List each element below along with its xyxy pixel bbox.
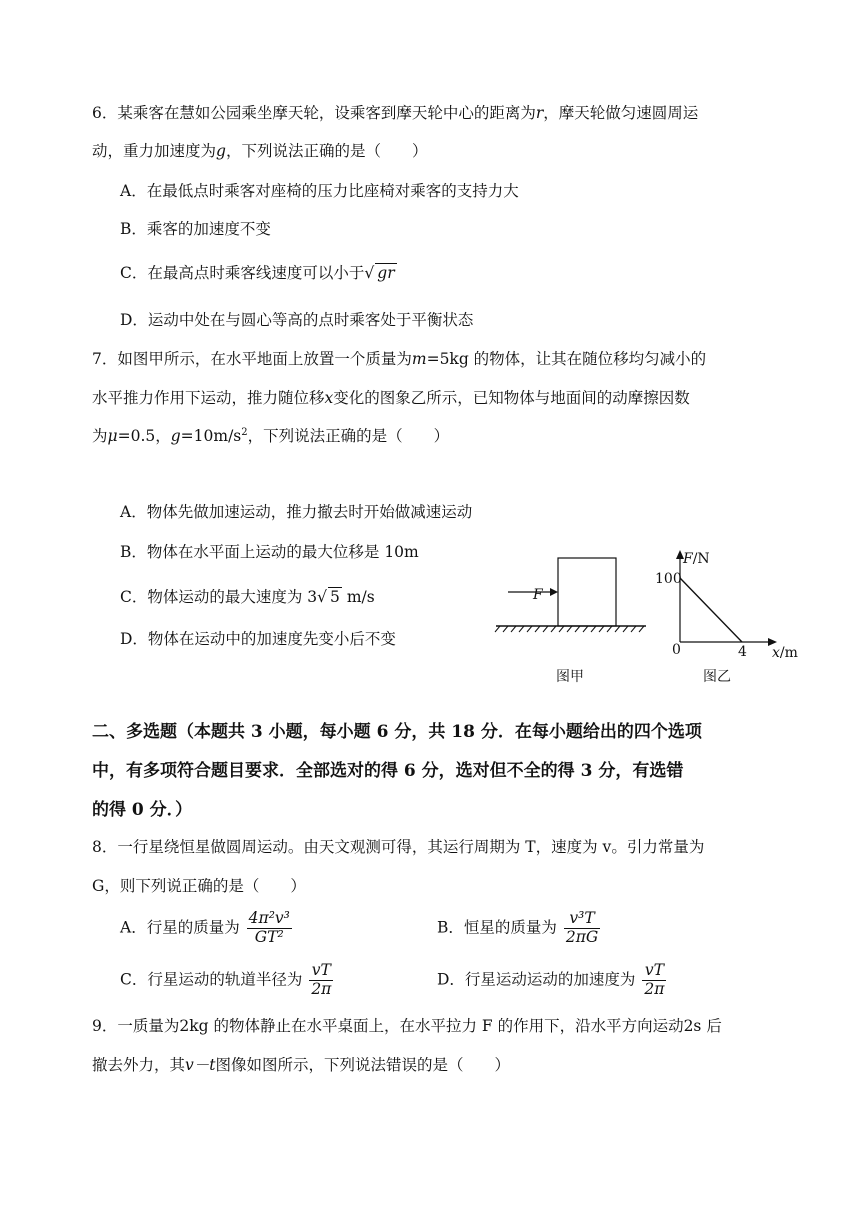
force-label: F [533, 587, 543, 603]
q7-option-c: C．物体运动的最大速度为 3√ 5 m/s [120, 588, 375, 606]
q7-option-d: D．物体在运动中的加速度先变小后不变 [120, 630, 396, 648]
q6-option-a: A．在最低点时乘客对座椅的压力比座椅对乘客的支持力大 [120, 182, 519, 200]
q6-option-c: C．在最高点时乘客线速度可以小于√ gr [120, 264, 395, 282]
x-tick-4: 4 [738, 644, 747, 660]
figure-yi [660, 548, 790, 653]
q7-stem-line1: 7．如图甲所示，在水平地面上放置一个质量为m=5kg 的物体，让其在随位移均匀减小的 [92, 350, 707, 368]
q6-option-b: B．乘客的加速度不变 [120, 220, 271, 238]
q8-option-b-fraction: $\frac{\text{v³T}}{2\pi G}$ [565, 909, 599, 946]
q7-option-b: B．物体在水平面上运动的最大位移是 10m [120, 543, 419, 561]
q6-stem-line2: 动，重力加速度为g，下列说法正确的是（ ） [92, 142, 428, 160]
q8-option-c: C．行星运动的轨道半径为 $\frac{vT}{2\pi}$ [120, 961, 332, 998]
y-tick-100: 100 [655, 571, 682, 587]
q9-stem-line1: 9．一质量为2kg 的物体静止在水平桌面上，在水平拉力 F 的作用下，沿水平方向运动2s 后 [92, 1017, 722, 1035]
q8-stem-line2: G，则下列说正确的是（ ） [92, 877, 306, 895]
y-axis-label: F/N [683, 551, 710, 567]
q8-option-d-fraction: $\frac{vT}{2\pi}$ [644, 961, 665, 998]
figure-jia-caption: 图甲 [556, 669, 584, 685]
ground-hatch [495, 626, 644, 632]
force-line [680, 578, 742, 642]
section2-line3: 的得 0 分．） [92, 800, 193, 820]
q9-stem-line2: 撤去外力，其v－t图像如图所示，下列说法错误的是（ ） [92, 1056, 511, 1074]
figure-yi-caption: 图乙 [703, 669, 731, 685]
block-body [558, 558, 616, 626]
q7-option-a: A．物体先做加速运动，推力撤去时开始做减速运动 [120, 503, 473, 521]
section2-line1: 二、多选题（本题共 3 小题，每小题 6 分，共 18 分．在每小题给出的四个选项 [92, 722, 702, 742]
section2-line2: 中，有多项符合题目要求．全部选对的得 6 分，选对但不全的得 3 分，有选错 [92, 761, 684, 781]
q8-option-a: A．行星的质量为 $\frac{\text{4π²v³}}{\text{GT²}}$ [120, 909, 290, 946]
q8-option-b: B．恒星的质量为 $\frac{\text{v³T}}{2\pi G}$ [437, 909, 599, 946]
q8-stem-line1: 8．一行星绕恒星做圆周运动。由天文观测可得，其运行周期为 T，速度为 v。引力常量为 [92, 838, 705, 856]
q6-option-d: D．运动中处在与圆心等高的点时乘客处于平衡状态 [120, 311, 474, 329]
q8-option-c-fraction: $\frac{vT}{2\pi}$ [311, 961, 332, 998]
q7-stem-line2: 水平推力作用下运动，推力随位移x变化的图象乙所示，已知物体与地面间的动摩擦因数 [92, 389, 690, 407]
q6-stem-line1: 6．某乘客在慧如公园乘坐摩天轮，设乘客到摩天轮中心的距离为r，摩天轮做匀速圆周运 [92, 104, 699, 122]
q7-stem-line3: 为μ=0.5，$g=10m/s^2$，下列说法正确的是（ ） [92, 427, 450, 446]
origin-label: 0 [672, 642, 681, 658]
force-arrow-head [550, 588, 558, 596]
figure-jia [490, 555, 660, 635]
x-axis-label: x/m [772, 645, 798, 661]
q8-option-d: D．行星运动运动的加速度为 $\frac{vT}{2\pi}$ [437, 961, 665, 998]
q8-option-a-fraction: $\frac{\text{4π²v³}}{\text{GT²}}$ [248, 909, 290, 946]
